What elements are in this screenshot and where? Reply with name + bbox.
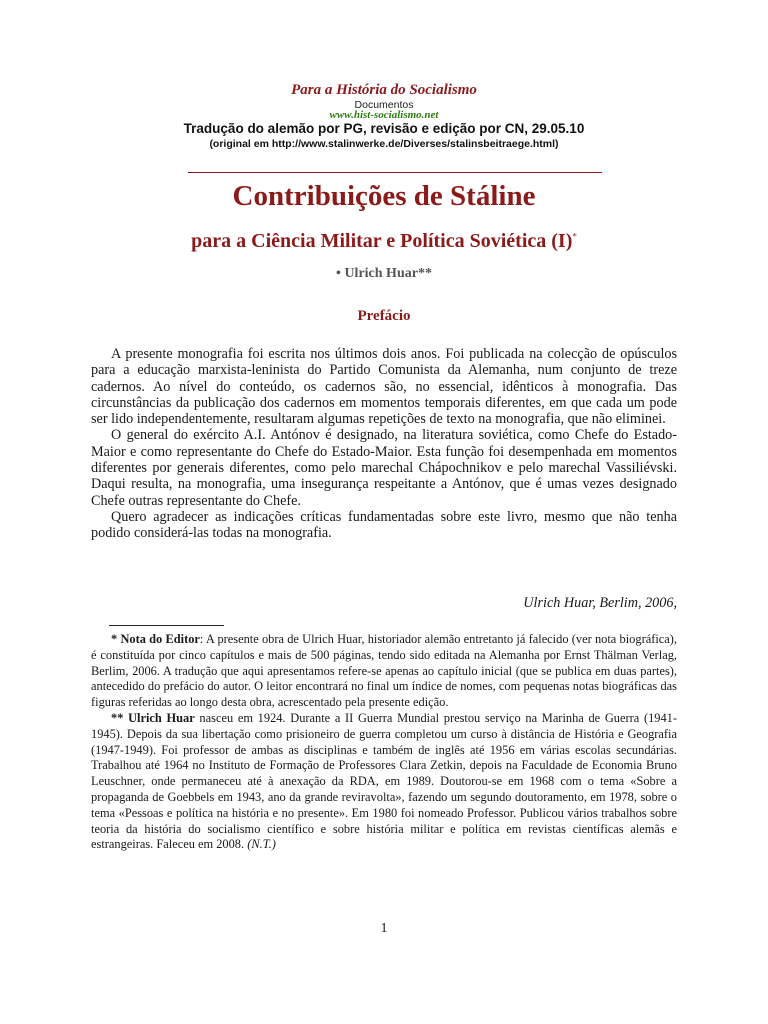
- footnote-text: nasceu em 1924. Durante a II Guerra Mundial prestou serviço na Marinha de Guerra (1941-1945). Depois da sua libertação como prisioneiro de guerra completou um curso à distância de História e Geografia (1947-1949). Foi professor de ambas as disciplinas e também de inglês até 1956 em várias escolas secundárias. Trabalhou até 1964 no Instituto de Formação de Professores Clara Zetkin, depois na Faculdade de Economia Bruno Leuschner, onde permaneceu até à anexação da RDA, em 1989. Doutorou-se em 1968 com o tema «Sobre a propaganda de Goebbels em 1943, ano da grande reviravolta», fazendo um segundo doutoramento, em 1978, sobre o tema «Pessoas e política na história e no presente». Em 1980 foi nomeado Professor. Publicou vários trabalhos sobre teoria da história do socialismo científico e sobre história militar e política em revistas científicas alemãs e estrangeiras. Faleceu em 2008.: [91, 710, 677, 852]
- signature: Ulrich Huar, Berlim, 2006,: [523, 595, 677, 611]
- section-heading: Prefácio: [357, 308, 411, 324]
- footnote-editor: [91, 632, 677, 711]
- footnote-text: : A presente obra de Ulrich Huar, historiador alemão entretanto já falecido (ver nota biográfica), é constituída por cinco capítulos e mais de 500 páginas, tendo sido editada na Alemanha por Ernst Thälman Verlag, Berlim, 2006. A tradução que aqui apresentamos refere-se apenas ao capítulo inicial (que se publica em duas partes), antecedido do prefácio do autor. O leitor encontrará no final um índice de nomes, com pequenas notas biográficas das figuras referidas ao longo desta obra, acrescentado pela presente edição.: [91, 632, 677, 710]
- documents-label: Documentos: [354, 99, 414, 111]
- paragraph: O general do exército A.I. Antónov é designado, na literatura soviética, como Chefe do Estado-Maior e como representante do Chefe do Estado-Maior. Esta função foi desempenhada em momentos diferentes por generais diferentes, como pelo marechal Chápochnikov e pelo marechal Vassiliévski. Daqui resulta, na monografia, uma insegurança respeitante a Antónov, que é umas vezes designado Chefe outras representante do Chefe.: [91, 427, 677, 509]
- paragraph: Quero agradecer as indicações críticas fundamentadas sobre este livro, mesmo que não tenha podido considerá-las todas na monografia.: [91, 508, 677, 542]
- preface-body: [91, 346, 677, 542]
- header-divider: [188, 172, 602, 173]
- series-title: Para a História do Socialismo: [291, 82, 477, 98]
- translation-credit: Tradução do alemão por PG, revisão e edição por CN, 29.05.10: [183, 121, 585, 136]
- website-link[interactable]: www.hist-socialismo.net: [329, 109, 439, 121]
- original-source-link[interactable]: (original em http://www.stalinwerke.de/Diverses/stalinsbeitraege.html): [209, 138, 559, 150]
- footnote-divider: [109, 625, 224, 626]
- subtitle-text: para a Ciência Militar e Política Soviética (I): [191, 230, 573, 252]
- footnotes: [91, 632, 677, 853]
- paragraph: A presente monografia foi escrita nos últimos dois anos. Foi publicada na colecção de opúsculos para a educação marxista-leninista do Partido Comunista da Alemanha, num conjunto de treze cadernos. Ao nível do conteúdo, os cadernos são, no essencial, idênticos à monografia. Das circunstâncias da publicação dos cadernos em momentos temporais diferentes, em que cada um pode ser lido independentemente, resultaram algumas repetições de texto na monografia, que não eliminei.: [91, 346, 677, 428]
- footnote-tail: (N.T.): [247, 837, 276, 852]
- footnote-label: * Nota do Editor: [111, 632, 200, 646]
- footnote-marker[interactable]: *: [572, 231, 577, 242]
- footnote-label: ** Ulrich Huar: [111, 710, 195, 725]
- document-subtitle: [0, 230, 768, 253]
- author-line: • Ulrich Huar**: [336, 266, 432, 281]
- footnote-author: [91, 711, 677, 853]
- page-number: 1: [380, 921, 388, 936]
- document-title: Contribuições de Stáline: [232, 180, 536, 212]
